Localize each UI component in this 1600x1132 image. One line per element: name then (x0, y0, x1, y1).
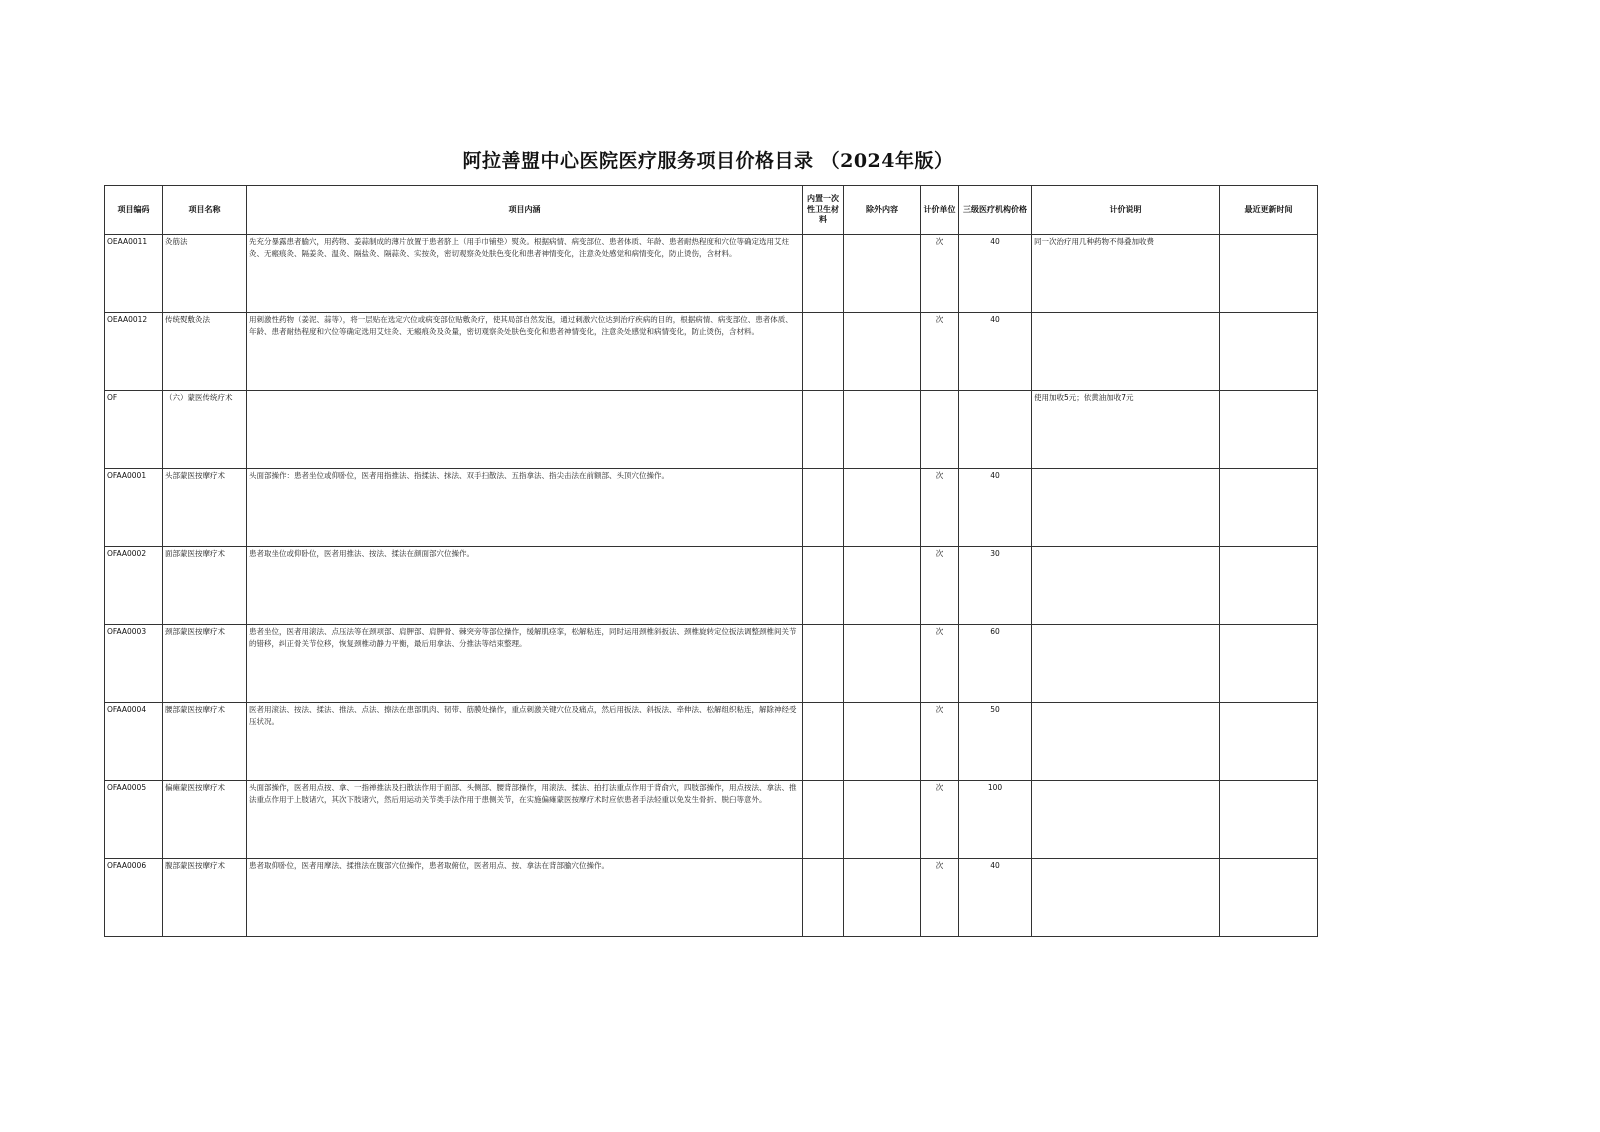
table-row (105, 313, 1318, 391)
cell-content: 医者用滚法、按法、揉法、推法、点法、擦法在患部肌肉、韧带、筋膜处操作，重点刺激关键穴位及痛点，然后用扳法、斜扳法、牵伸法、松解组织粘连，解除神经受压状况。 (247, 703, 803, 781)
cell-updated (1220, 781, 1318, 859)
cell-code: OFAA0004 (105, 703, 163, 781)
price-table (104, 185, 1318, 937)
cell-updated (1220, 625, 1318, 703)
cell-notes: 同一次治疗用几种药物不得叠加收费 (1032, 235, 1220, 313)
cell-code: OEAA0012 (105, 313, 163, 391)
cell-name: 灸筋法 (163, 235, 247, 313)
cell-content: 用刺激性药物（姜泥、蒜等），将一层贴在选定穴位或病变部位贴敷灸疗，使其局部自然发泡，通过刺激穴位达到治疗疾病的目的，根据病情、病变部位、患者体质、年龄、患者耐热程度和穴位等确定选用艾炷灸、无瘢痕灸及灸量，密切观察灸处肤色变化和患者神情变化，注意灸处感觉和病情变化，防止烫伤，含材料。 (247, 313, 803, 391)
cell-code: OFAA0002 (105, 547, 163, 625)
cell-code: OF (105, 391, 163, 469)
cell-updated (1220, 313, 1318, 391)
cell-price: 40 (959, 235, 1032, 313)
cell-price: 40 (959, 313, 1032, 391)
cell-excluded (844, 547, 921, 625)
cell-disposable (803, 313, 844, 391)
header-disposable: 内置一次性卫生材料 (803, 186, 844, 235)
page-title: 阿拉善盟中心医院医疗服务项目价格目录 （2024年版） (462, 150, 954, 172)
cell-content: 患者取坐位或仰卧位，医者用推法、按法、揉法在颜面部穴位操作。 (247, 547, 803, 625)
cell-price: 60 (959, 625, 1032, 703)
cell-disposable (803, 469, 844, 547)
cell-name: 传统熨敷灸法 (163, 313, 247, 391)
cell-code: OFAA0001 (105, 469, 163, 547)
cell-excluded (844, 859, 921, 937)
cell-unit: 次 (921, 703, 959, 781)
cell-price: 100 (959, 781, 1032, 859)
table-row (105, 625, 1318, 703)
cell-updated (1220, 547, 1318, 625)
table-row (105, 859, 1318, 937)
cell-unit: 次 (921, 235, 959, 313)
cell-excluded (844, 235, 921, 313)
cell-unit: 次 (921, 469, 959, 547)
cell-content: 患者坐位，医者用滚法、点压法等在颈项部、肩胛部、肩胛骨、棘突旁等部位操作，缓解肌痉挛，松解粘连，同时运用颈椎斜扳法、颈椎旋转定位扳法调整颈椎间关节的错移，纠正骨关节位移，恢复颈椎动静力平衡，最后用拿法、分推法等结束整理。 (247, 625, 803, 703)
cell-name: 腰部蒙医按摩疗术 (163, 703, 247, 781)
header-unit: 计价单位 (921, 186, 959, 235)
header-updated: 最近更新时间 (1220, 186, 1318, 235)
cell-unit: 次 (921, 547, 959, 625)
table-row (105, 781, 1318, 859)
cell-unit: 次 (921, 781, 959, 859)
cell-notes (1032, 625, 1220, 703)
cell-name: 腹部蒙医按摩疗术 (163, 859, 247, 937)
cell-name: 面部蒙医按摩疗术 (163, 547, 247, 625)
cell-disposable (803, 781, 844, 859)
cell-content: 患者取仰卧位，医者用摩法、揉推法在腹部穴位操作，患者取俯位，医者用点、按、拿法在背部腧穴位操作。 (247, 859, 803, 937)
cell-code: OFAA0003 (105, 625, 163, 703)
header-notes: 计价说明 (1032, 186, 1220, 235)
cell-content: 头面部操作：患者坐位或仰卧位，医者用指推法、指揉法、抹法、双手扫散法、五指拿法、指尖击法在前额部、头顶穴位操作。 (247, 469, 803, 547)
cell-content: 头面部操作，医者用点按、拿、一指禅推法及扫散法作用于面部、头侧部、腰背部操作，用滚法、揉法、拍打法重点作用于背俞穴，四肢部操作，用点按法、拿法、推法重点作用于上肢诸穴，其次下肢诸穴，然后用运动关节类手法作用于患侧关节，在实施偏瘫蒙医按摩疗术时应依患者手法轻重以免发生骨折、脱臼等意外。 (247, 781, 803, 859)
cell-updated (1220, 235, 1318, 313)
header-code: 项目编码 (105, 186, 163, 235)
cell-unit: 次 (921, 313, 959, 391)
cell-notes (1032, 859, 1220, 937)
cell-name: 头部蒙医按摩疗术 (163, 469, 247, 547)
cell-disposable (803, 235, 844, 313)
cell-name: 颈部蒙医按摩疗术 (163, 625, 247, 703)
cell-price: 40 (959, 469, 1032, 547)
cell-notes (1032, 469, 1220, 547)
cell-price: 30 (959, 547, 1032, 625)
cell-content (247, 391, 803, 469)
header-name: 项目名称 (163, 186, 247, 235)
cell-disposable (803, 547, 844, 625)
cell-code: OFAA0006 (105, 859, 163, 937)
cell-updated (1220, 391, 1318, 469)
cell-notes (1032, 781, 1220, 859)
cell-disposable (803, 625, 844, 703)
cell-notes: 使用加收5元；依黄油加收7元 (1032, 391, 1220, 469)
cell-notes (1032, 703, 1220, 781)
table-row (105, 547, 1318, 625)
cell-updated (1220, 859, 1318, 937)
table-row (105, 391, 1318, 469)
cell-updated (1220, 469, 1318, 547)
cell-price: 40 (959, 859, 1032, 937)
cell-excluded (844, 781, 921, 859)
cell-disposable (803, 859, 844, 937)
cell-price (959, 391, 1032, 469)
table-row (105, 469, 1318, 547)
cell-unit: 次 (921, 859, 959, 937)
cell-name: （六）蒙医传统疗术 (163, 391, 247, 469)
cell-unit (921, 391, 959, 469)
cell-notes (1032, 313, 1220, 391)
table-row (105, 703, 1318, 781)
header-price: 三级医疗机构价格 (959, 186, 1032, 235)
cell-excluded (844, 391, 921, 469)
cell-excluded (844, 313, 921, 391)
cell-excluded (844, 625, 921, 703)
cell-content: 先充分暴露患者腧穴，用药物、姜蒜制成的薄片放置于患者脐上（用手巾铺垫）熨灸。根据病情、病变部位、患者体质、年龄、患者耐热程度和穴位等确定选用艾炷灸、无瘢痕灸、隔姜灸、温灸、隔盐灸、隔蒜灸、实按灸，密切观察灸处肤色变化和患者神情变化，注意灸处感觉和病情变化，防止烫伤，含材料。 (247, 235, 803, 313)
cell-excluded (844, 703, 921, 781)
header-content: 项目内涵 (247, 186, 803, 235)
cell-disposable (803, 703, 844, 781)
header-excluded: 除外内容 (844, 186, 921, 235)
cell-code: OEAA0011 (105, 235, 163, 313)
cell-price: 50 (959, 703, 1032, 781)
cell-code: OFAA0005 (105, 781, 163, 859)
cell-notes (1032, 547, 1220, 625)
table-header-row (105, 186, 1318, 235)
cell-updated (1220, 703, 1318, 781)
cell-excluded (844, 469, 921, 547)
cell-unit: 次 (921, 625, 959, 703)
cell-name: 偏瘫蒙医按摩疗术 (163, 781, 247, 859)
cell-disposable (803, 391, 844, 469)
table-row (105, 235, 1318, 313)
